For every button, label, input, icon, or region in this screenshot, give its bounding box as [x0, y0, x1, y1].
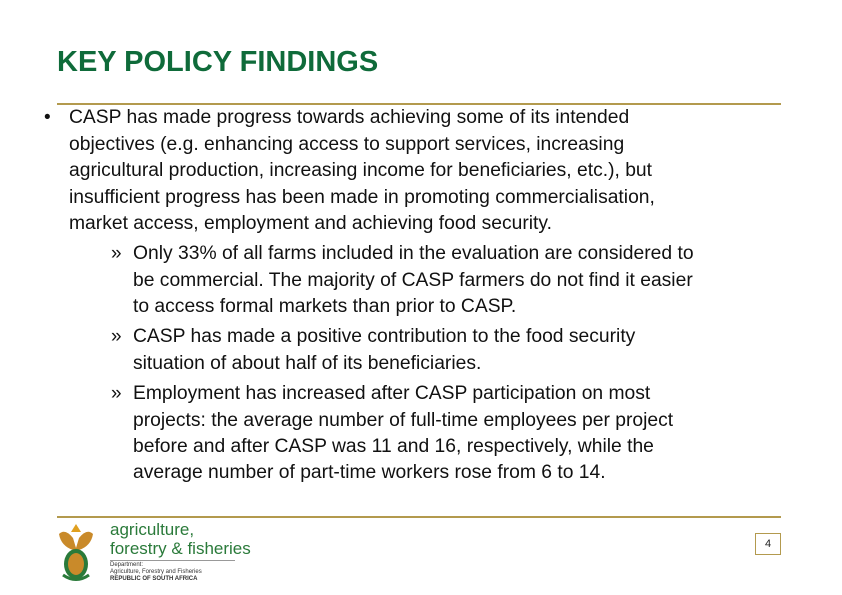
org-name-line1: agriculture,	[110, 520, 195, 539]
bullet-line: CASP has made progress towards achieving some of its intended	[69, 107, 630, 128]
sub-bullet-line: to access formal markets than prior to CASP.	[133, 296, 517, 317]
coat-of-arms-logo	[55, 520, 97, 582]
sub-bullet-line: be commercial. The majority of CASP farmers do not find it easier	[133, 270, 693, 291]
sub-bullet-line: Employment has increased after CASP participation on most	[133, 383, 651, 404]
sub-bullet-line: projects: the average number of full-time employees per project	[133, 410, 674, 431]
sub-bullet-marker: »	[111, 383, 122, 404]
bullet-line: insufficient progress has been made in promoting commercialisation,	[69, 187, 655, 208]
country-name: REPUBLIC OF SOUTH AFRICA	[110, 576, 198, 582]
sub-bullet-marker: »	[111, 243, 122, 264]
header-divider	[57, 103, 781, 105]
sub-bullet-line: situation of about half of its beneficiaries.	[133, 353, 482, 374]
org-name	[110, 520, 251, 558]
bullet-line: objectives (e.g. enhancing access to support services, increasing	[69, 134, 625, 155]
sub-bullet-marker: »	[111, 326, 122, 347]
dept-label: Department:	[110, 562, 144, 568]
bullet-marker: •	[44, 107, 51, 128]
dept-name: Agriculture, Forestry and Fisheries	[110, 569, 202, 575]
bullet-line: agricultural production, increasing income for beneficiaries, etc.), but	[69, 160, 653, 181]
sub-bullet-line: before and after CASP was 11 and 16, respectively, while the	[133, 436, 654, 457]
sub-bullet-line: Only 33% of all farms included in the evaluation are considered to	[133, 243, 694, 264]
bullet-line: market access, employment and achieving food security.	[69, 213, 552, 234]
slide-title: KEY POLICY FINDINGS	[57, 46, 379, 78]
org-divider	[110, 560, 235, 561]
sub-bullet-line: CASP has made a positive contribution to the food security	[133, 326, 636, 347]
footer-divider	[57, 516, 781, 518]
org-name-line2: forestry & fisheries	[110, 539, 251, 558]
sub-bullet-line: average number of part-time workers rose from 6 to 14.	[133, 462, 606, 483]
page-number: 4	[755, 533, 781, 555]
